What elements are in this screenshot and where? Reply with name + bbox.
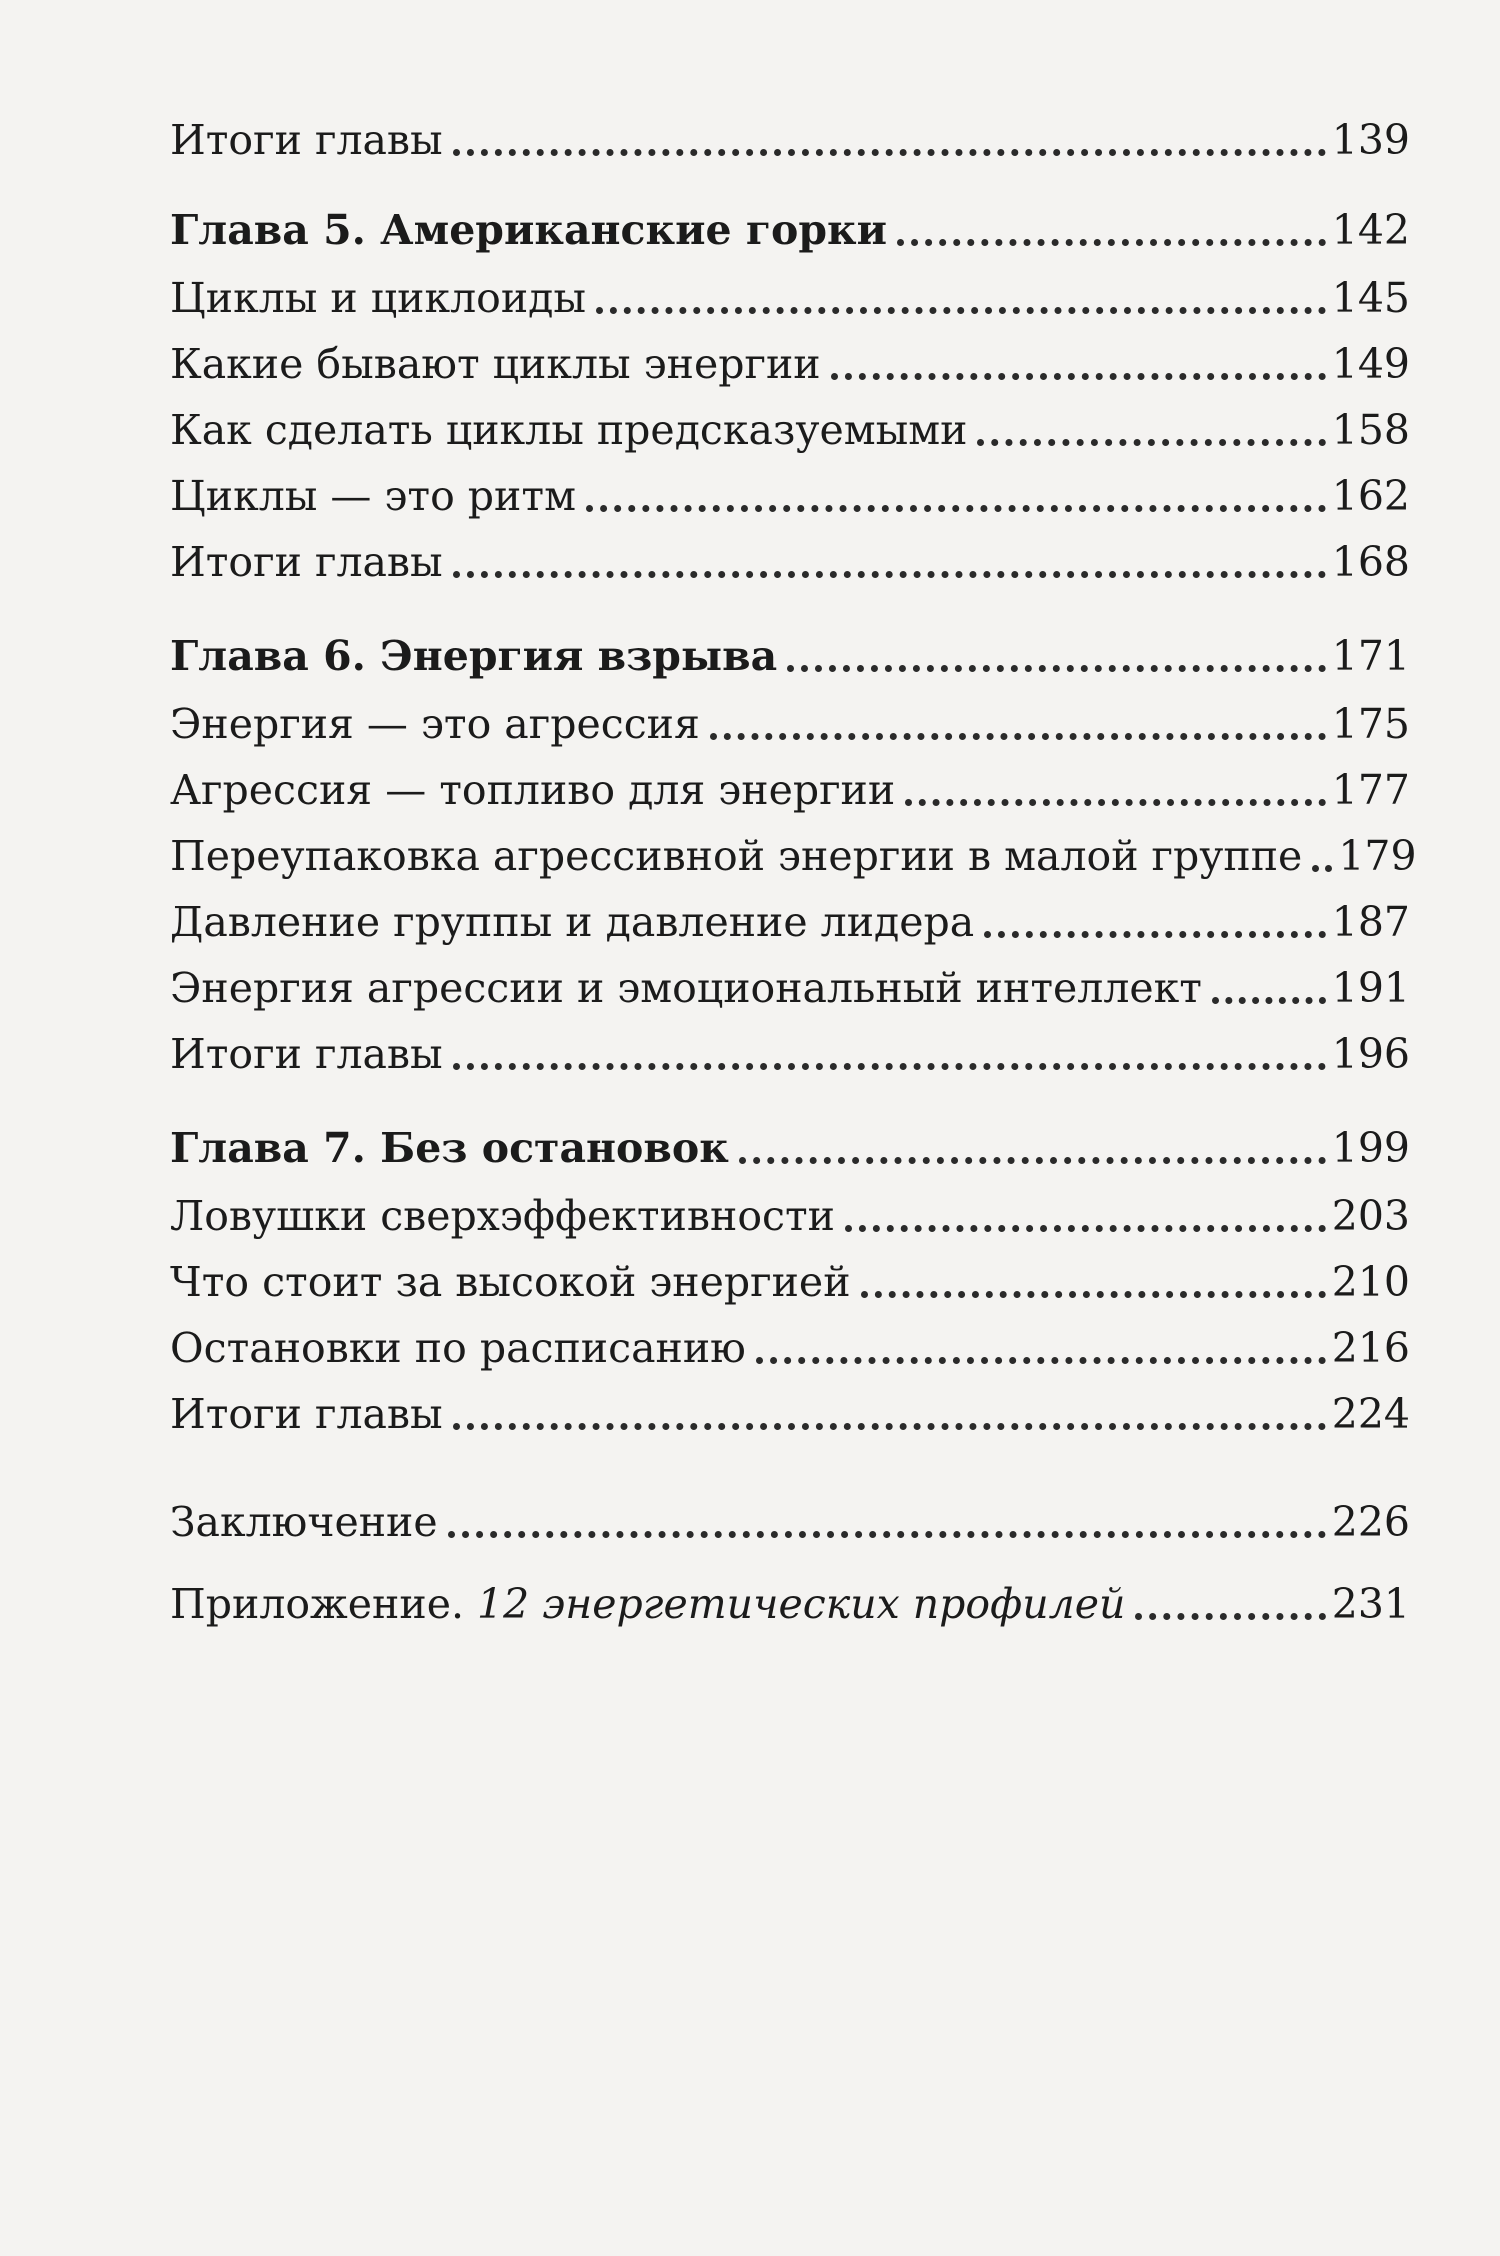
toc-entry (170, 466, 1410, 526)
toc-entry-page: 187 (1331, 898, 1410, 946)
dot-leader (448, 1531, 1326, 1538)
toc-entry-title: Заключение (170, 1498, 438, 1546)
toc-entry-page: 139 (1331, 116, 1410, 164)
toc-entry-title: Ловушки сверхэффективности (170, 1192, 835, 1240)
toc-entry-title: Переупаковка агрессивной энергии в малой группе (170, 832, 1303, 880)
toc-entry (170, 892, 1410, 952)
dot-leader (453, 571, 1326, 578)
dot-leader (1135, 1613, 1325, 1620)
toc-entry-title (170, 1574, 1125, 1634)
toc-entry-title: Глава 6. Энергия взрыва (170, 632, 778, 680)
toc-entry-page: 191 (1331, 964, 1410, 1012)
toc-entry-page: 177 (1331, 766, 1410, 814)
dot-leader (739, 1157, 1326, 1164)
toc-chapter-entry (170, 200, 1410, 260)
dot-leader (453, 1423, 1326, 1430)
toc-entry (170, 826, 1417, 886)
toc-entry (170, 334, 1410, 394)
toc-entry (170, 1186, 1410, 1246)
dot-leader (586, 505, 1326, 512)
toc-entry-page: 175 (1331, 700, 1410, 748)
toc-entry-title-italic: 12 энергетических профилей (477, 1580, 1126, 1628)
dot-leader (596, 307, 1326, 314)
toc-entry-title: Циклы — это ритм (170, 472, 576, 520)
toc-entry-page: 216 (1331, 1324, 1410, 1372)
dot-leader (905, 799, 1326, 806)
dot-leader (1312, 865, 1332, 872)
dot-leader (787, 665, 1326, 672)
dot-leader (984, 931, 1325, 938)
toc-entry-title: Глава 7. Без остановок (170, 1124, 729, 1172)
toc-entry (170, 268, 1410, 328)
toc-entry-title: Итоги главы (170, 538, 443, 586)
toc-entry-page: 231 (1331, 1580, 1410, 1628)
toc-entry (170, 532, 1410, 592)
toc-chapter-entry (170, 1118, 1410, 1178)
toc-entry (170, 110, 1410, 170)
dot-leader (977, 439, 1325, 446)
toc-entry (170, 1574, 1410, 1634)
toc-entry-title: Итоги главы (170, 1390, 443, 1438)
toc-entry-page: 162 (1331, 472, 1410, 520)
dot-leader (861, 1291, 1326, 1298)
toc-entry-title: Как сделать циклы предсказуемыми (170, 406, 968, 454)
toc-entry (170, 958, 1410, 1018)
toc-entry (170, 694, 1410, 754)
toc-entry-title: Циклы и циклоиды (170, 274, 587, 322)
dot-leader (453, 1063, 1326, 1070)
toc-entry (170, 1252, 1410, 1312)
toc-entry-title-regular: Приложение. (170, 1580, 464, 1628)
toc-entry (170, 760, 1410, 820)
toc-entry-title: Агрессия — топливо для энергии (170, 766, 896, 814)
toc-entry (170, 1384, 1410, 1444)
toc-entry-page: 196 (1331, 1030, 1410, 1078)
toc-entry-page: 179 (1338, 832, 1417, 880)
toc-entry-title: Давление группы и давление лидера (170, 898, 975, 946)
toc-entry-page: 145 (1331, 274, 1410, 322)
toc-entry-page: 199 (1331, 1124, 1410, 1172)
toc-entry-page: 149 (1331, 340, 1410, 388)
toc-entry-title: Какие бывают циклы энергии (170, 340, 821, 388)
toc-entry-page: 168 (1331, 538, 1410, 586)
toc-entry (170, 400, 1410, 460)
toc-entry-page: 210 (1331, 1258, 1410, 1306)
dot-leader (1212, 997, 1326, 1004)
toc-chapter-entry (170, 626, 1410, 686)
toc-entry-page: 203 (1331, 1192, 1410, 1240)
toc-entry-page: 171 (1331, 632, 1410, 680)
toc-entry-title: Итоги главы (170, 1030, 443, 1078)
dot-leader (453, 149, 1326, 156)
toc-entry (170, 1492, 1410, 1552)
toc-entry-title: Энергия агрессии и эмоциональный интеллект (170, 964, 1202, 1012)
toc-entry-page: 226 (1331, 1498, 1410, 1546)
dot-leader (831, 373, 1326, 380)
toc-entry (170, 1318, 1410, 1378)
toc-entry-page: 142 (1331, 206, 1410, 254)
dot-leader (845, 1225, 1326, 1232)
toc-entry-title: Остановки по расписанию (170, 1324, 746, 1372)
toc-entry-title: Что стоит за высокой энергией (170, 1258, 851, 1306)
toc-entry-page: 224 (1331, 1390, 1410, 1438)
toc-entry-page: 158 (1331, 406, 1410, 454)
toc-entry-title: Глава 5. Американские горки (170, 206, 888, 254)
toc-entry-title: Энергия — это агрессия (170, 700, 700, 748)
toc-entry (170, 1024, 1410, 1084)
toc-entry-title: Итоги главы (170, 116, 443, 164)
dot-leader (710, 733, 1326, 740)
dot-leader (897, 239, 1326, 246)
dot-leader (756, 1357, 1326, 1364)
